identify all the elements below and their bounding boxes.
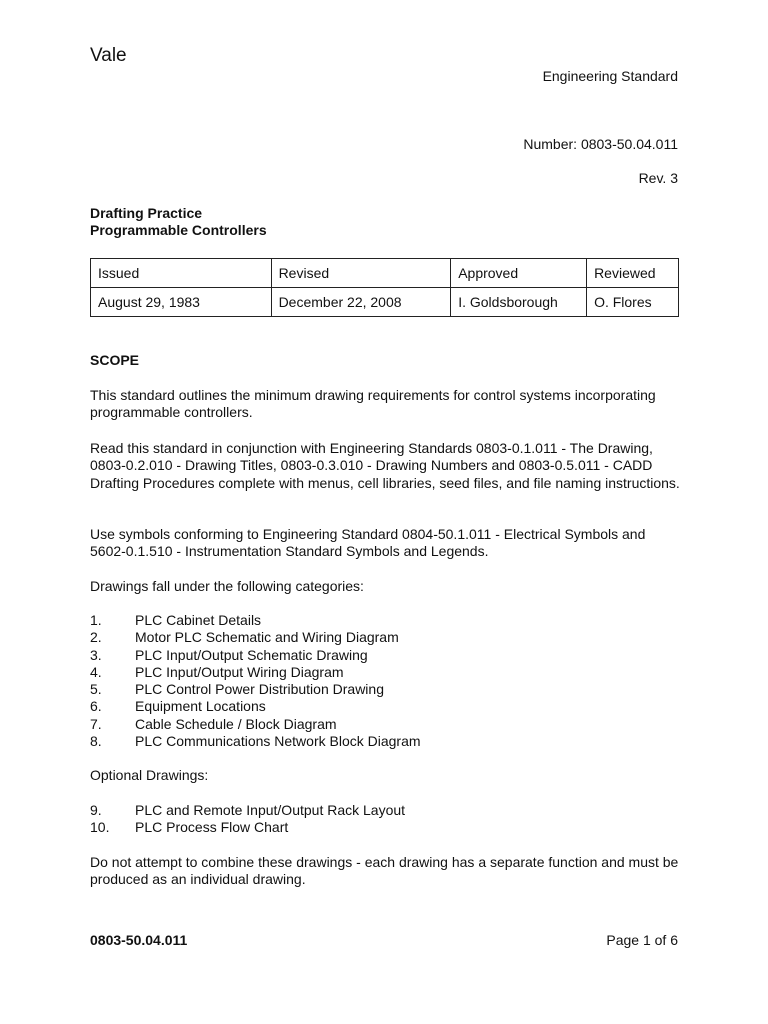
categories-list [90,612,680,750]
list-text: Cable Schedule / Block Diagram [135,715,337,732]
title-line-1: Drafting Practice [90,205,203,221]
list-number: 5. [90,681,102,698]
list-text: PLC Input/Output Schematic Drawing [135,646,368,663]
scope-heading: SCOPE [90,352,140,368]
table-value-row [91,288,679,317]
list-item [90,819,680,836]
list-number: 10. [90,819,110,836]
document-type: Engineering Standard [542,68,678,84]
document-number: Number: 0803-50.04.011 [523,136,678,152]
closing-paragraph: Do not attempt to combine these drawings - each drawing has a separate function and must be produced as an individual drawing. [90,854,679,888]
list-item [90,664,680,681]
company-name: Vale [90,45,127,66]
list-text: PLC and Remote Input/Output Rack Layout [135,802,406,818]
list-number: 2. [90,629,102,646]
list-text: PLC Cabinet Details [135,612,262,628]
revised-date: December 22, 2008 [271,288,451,317]
approved-by: I. Goldsborough [451,288,587,317]
list-item [90,802,680,819]
list-item [90,716,680,733]
list-text: PLC Input/Output Wiring Diagram [135,663,344,680]
list-text: PLC Process Flow Chart [135,819,289,836]
list-number: 1. [90,612,102,628]
list-number: 3. [90,646,102,663]
list-item [90,612,680,629]
header-approved: Approved [451,259,587,288]
list-text: PLC Communications Network Block Diagram [135,733,421,750]
revision-label: Rev. 3 [638,170,678,186]
list-number: 6. [90,698,102,715]
reviewed-by: O. Flores [587,288,679,317]
scope-paragraph-1: This standard outlines the minimum drawing requirements for control systems incorporating programmable controllers. [90,387,656,421]
footer-document-number: 0803-50.04.011 [90,932,188,948]
footer-page-number: Page 1 of 6 [606,932,678,948]
header-revised: Revised [271,259,451,288]
issued-date: August 29, 1983 [91,288,272,317]
scope-paragraph-2: Read this standard in conjunction with Engineering Standards 0803-0.1.011 - The Drawing, 0803-0.2.010 - Drawing Titles, 0803-0.3.010 - Drawing Numbers and 0803-0.5.011 - CADD Drafting Procedures complete with menus, cell libraries, seed files, and file naming instructions. [90,440,680,491]
optional-list [90,802,680,837]
list-number: 4. [90,663,102,680]
list-number: 9. [90,802,102,818]
list-number: 7. [90,715,102,732]
table-header-row [91,259,679,288]
list-item [90,733,680,750]
list-text: Motor PLC Schematic and Wiring Diagram [135,629,399,646]
document-title [90,205,267,239]
revision-history-table [90,258,679,317]
list-text: Equipment Locations [135,698,266,715]
list-number: 8. [90,733,102,750]
header-issued: Issued [91,259,272,288]
list-item [90,698,680,715]
categories-intro: Drawings fall under the following categories: [90,578,364,594]
header-reviewed: Reviewed [587,259,679,288]
list-item [90,629,680,646]
title-line-2: Programmable Controllers [90,222,267,238]
list-text: PLC Control Power Distribution Drawing [135,681,384,698]
list-item [90,681,680,698]
list-item [90,647,680,664]
scope-paragraph-3: Use symbols conforming to Engineering Standard 0804-50.1.011 - Electrical Symbols and 5602-0.1.510 - Instrumentation Standard Symbols and Legends. [90,526,646,560]
optional-intro: Optional Drawings: [90,767,209,783]
